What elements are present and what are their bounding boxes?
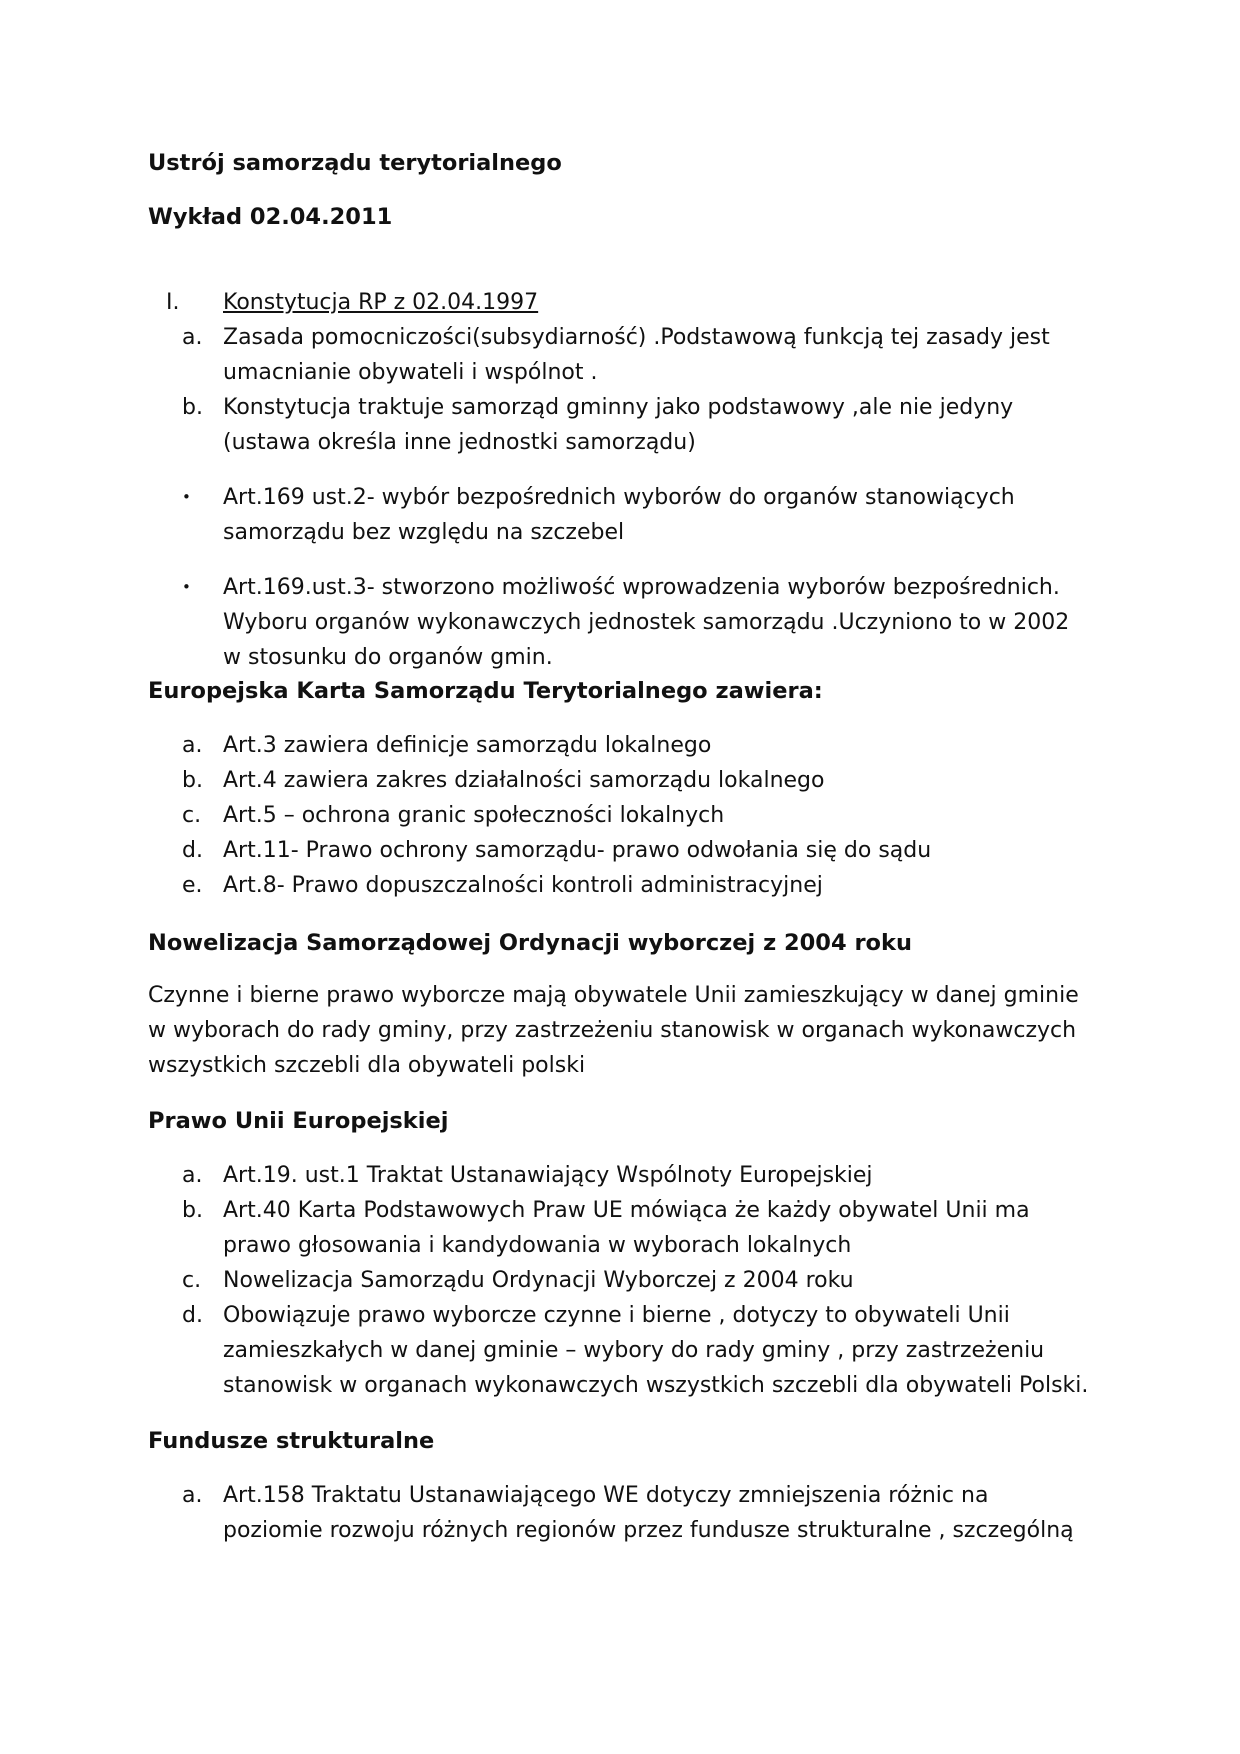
list-item-line: Art.40 Karta Podstawowych Praw UE mówiąca że każdy obywatel Unii ma: [223, 1198, 1030, 1223]
list-marker: c.: [182, 803, 202, 828]
list-item-line: Obowiązuje prawo wyborcze czynne i bierne , dotyczy to obywateli Unii: [223, 1303, 1010, 1328]
list-item-line: samorządu bez względu na szczebel: [223, 520, 625, 545]
list-item-line: Wyboru organów wykonawczych jednostek samorządu .Uczyniono to w 2002: [223, 610, 1070, 635]
list-marker: a.: [182, 1163, 203, 1188]
list-item-text: Art.3 zawiera definicje samorządu lokalnego: [223, 733, 712, 758]
list-item-line: w stosunku do organów gmin.: [223, 645, 553, 670]
list-marker: c.: [182, 1268, 202, 1293]
list-item-line: (ustawa określa inne jednostki samorządu): [223, 430, 696, 455]
amendment-paragraph: [148, 978, 1108, 1083]
list-item-line: Nowelizacja Samorządu Ordynacji Wyborczej z 2004 roku: [223, 1268, 854, 1293]
charter-heading: Europejska Karta Samorządu Terytorialnego zawiera:: [148, 678, 823, 704]
list-item-text: Art.5 – ochrona granic społeczności lokalnych: [223, 803, 725, 828]
list-marker: e.: [182, 873, 203, 898]
list-item-line: Konstytucja traktuje samorząd gminny jako podstawowy ,ale nie jedyny: [223, 395, 1014, 420]
list-marker: b.: [182, 395, 203, 420]
list-item-line: Zasada pomocniczości(subsydiarność) .Podstawową funkcją tej zasady jest: [223, 325, 1050, 350]
list-item-text: Art.8- Prawo dopuszczalności kontroli administracyjnej: [223, 873, 823, 898]
paragraph-line: wszystkich szczebli dla obywateli polski: [148, 1053, 586, 1078]
paragraph-line: Czynne i bierne prawo wyborcze mają obywatele Unii zamieszkujący w danej gminie: [148, 983, 1079, 1008]
list-marker: a.: [182, 325, 203, 350]
list-item-line: umacnianie obywateli i wspólnot .: [223, 360, 598, 385]
list-item-text: Art.11- Prawo ochrony samorządu- prawo odwołania się do sądu: [223, 838, 932, 863]
document-title: Ustrój samorządu terytorialnego: [148, 150, 562, 176]
constitution-heading: Konstytucja RP z 02.04.1997: [223, 290, 539, 315]
list-item-line: zamieszkałych w danej gminie – wybory do rady gminy , przy zastrzeżeniu: [223, 1338, 1045, 1363]
roman-marker: I.: [166, 290, 180, 315]
list-marker: a.: [182, 1483, 203, 1508]
list-item-line: Art.19. ust.1 Traktat Ustanawiający Wspólnoty Europejskiej: [223, 1163, 873, 1188]
list-marker: d.: [182, 838, 203, 863]
list-item-line: stanowisk w organach wykonawczych wszystkich szczebli dla obywateli Polski.: [223, 1373, 1089, 1398]
list-item-line: Art.158 Traktatu Ustanawiającego WE dotyczy zmniejszenia różnic na: [223, 1483, 989, 1508]
bullet-icon: •: [182, 488, 191, 506]
list-item-line: Art.169 ust.2- wybór bezpośrednich wyborów do organów stanowiących: [223, 485, 1015, 510]
bullet-icon: •: [182, 578, 191, 596]
funds-heading: Fundusze strukturalne: [148, 1428, 435, 1454]
list-marker: b.: [182, 768, 203, 793]
list-item-line: Art.169.ust.3- stworzono możliwość wprowadzenia wyborów bezpośrednich.: [223, 575, 1060, 600]
lecture-date: Wykład 02.04.2011: [148, 204, 393, 230]
list-marker: d.: [182, 1303, 203, 1328]
list-item-text: Art.4 zawiera zakres działalności samorządu lokalnego: [223, 768, 825, 793]
amendment-heading: Nowelizacja Samorządowej Ordynacji wyborczej z 2004 roku: [148, 930, 912, 956]
eu-law-heading: Prawo Unii Europejskiej: [148, 1108, 449, 1134]
paragraph-line: w wyborach do rady gminy, przy zastrzeżeniu stanowisk w organach wykonawczych: [148, 1018, 1077, 1043]
list-marker: b.: [182, 1198, 203, 1223]
list-item-line: prawo głosowania i kandydowania w wyborach lokalnych: [223, 1233, 852, 1258]
list-marker: a.: [182, 733, 203, 758]
list-item-line: poziomie rozwoju różnych regionów przez fundusze strukturalne , szczególną: [223, 1518, 1074, 1543]
